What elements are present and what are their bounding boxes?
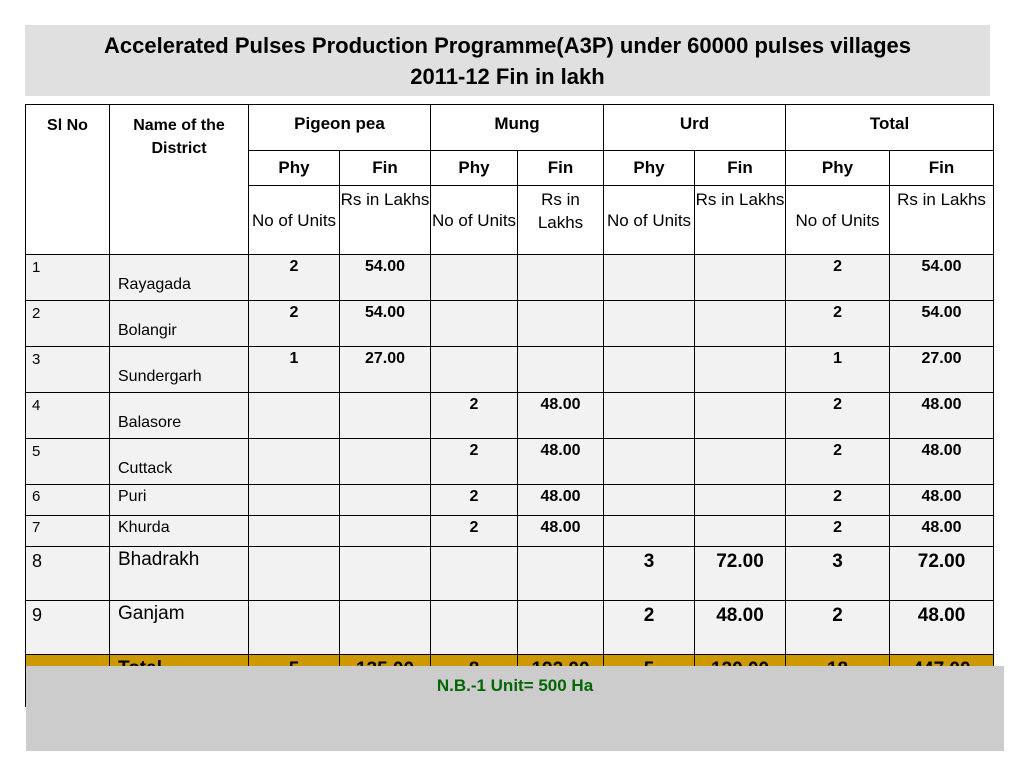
header-district: Name of the District [110, 105, 249, 255]
cell-mung-fin [518, 601, 604, 655]
cell-pp-fin: 54.00 [340, 301, 431, 347]
cell-urd-phy [604, 516, 695, 547]
cell-total-fin: 54.00 [890, 255, 994, 301]
table-row [26, 439, 994, 485]
unit-fin: Rs in Lakhs [518, 186, 604, 255]
cell-district: Khurda [110, 516, 249, 547]
cell-pp-phy [249, 439, 340, 485]
cell-sl: 6 [26, 485, 110, 516]
table-row [26, 601, 994, 655]
cell-urd-fin: 72.00 [695, 547, 786, 601]
cell-urd-fin: 48.00 [695, 601, 786, 655]
cell-total-fin: 27.00 [890, 347, 994, 393]
cell-urd-fin [695, 347, 786, 393]
cell-pp-fin [340, 516, 431, 547]
cell-total-fin: 48.00 [890, 485, 994, 516]
cell-total-phy: 2 [786, 485, 890, 516]
header-urd: Urd [604, 105, 786, 151]
cell-urd-fin [695, 301, 786, 347]
cell-sl: 8 [26, 547, 110, 601]
cell-mung-phy: 2 [431, 393, 518, 439]
group-header-row [26, 105, 994, 151]
header-fin: Fin [518, 151, 604, 186]
cell-sl: 7 [26, 516, 110, 547]
header-fin: Fin [890, 151, 994, 186]
cell-mung-phy [431, 255, 518, 301]
cell-pp-phy: 2 [249, 301, 340, 347]
cell-total-phy: 1 [786, 347, 890, 393]
header-mung: Mung [431, 105, 604, 151]
cell-mung-fin [518, 301, 604, 347]
cell-pp-phy [249, 516, 340, 547]
cell-total-phy: 3 [786, 547, 890, 601]
cell-mung-fin [518, 255, 604, 301]
table-row [26, 547, 994, 601]
cell-mung-fin: 48.00 [518, 485, 604, 516]
cell-sl: 9 [26, 601, 110, 655]
header-phy: Phy [786, 151, 890, 186]
cell-sl: 5 [26, 439, 110, 485]
cell-total-phy: 2 [786, 393, 890, 439]
cell-urd-phy [604, 301, 695, 347]
cell-sl: 2 [26, 301, 110, 347]
cell-mung-phy [431, 601, 518, 655]
cell-district: Puri [110, 485, 249, 516]
header-phy: Phy [604, 151, 695, 186]
pulses-table [25, 104, 994, 707]
cell-district: Rayagada [110, 255, 249, 301]
table-row [26, 301, 994, 347]
cell-pp-fin [340, 439, 431, 485]
note-text: N.B.-1 Unit= 500 Ha [436, 676, 594, 695]
cell-pp-phy [249, 485, 340, 516]
cell-mung-fin: 48.00 [518, 516, 604, 547]
note-panel [26, 666, 1004, 751]
cell-total-phy: 2 [786, 516, 890, 547]
cell-mung-phy: 2 [431, 439, 518, 485]
table-row [26, 393, 994, 439]
header-fin: Fin [695, 151, 786, 186]
header-sl-no: Sl No [26, 105, 110, 255]
unit-fin: Rs in Lakhs [890, 186, 994, 255]
cell-total-phy: 2 [786, 439, 890, 485]
cell-district: Balasore [110, 393, 249, 439]
cell-total-phy: 2 [786, 255, 890, 301]
cell-pp-phy [249, 393, 340, 439]
cell-pp-fin [340, 601, 431, 655]
unit-fin: Rs in Lakhs [695, 186, 786, 255]
header-fin: Fin [340, 151, 431, 186]
cell-mung-fin [518, 347, 604, 393]
unit-phy: No of Units [249, 186, 340, 255]
cell-urd-phy [604, 485, 695, 516]
cell-pp-fin: 54.00 [340, 255, 431, 301]
cell-district: Bolangir [110, 301, 249, 347]
cell-urd-phy [604, 393, 695, 439]
title-line-2: 2011-12 Fin in lakh [410, 63, 605, 89]
cell-mung-fin [518, 547, 604, 601]
cell-sl: 1 [26, 255, 110, 301]
table-row [26, 255, 994, 301]
cell-total-fin: 72.00 [890, 547, 994, 601]
cell-mung-phy: 2 [431, 516, 518, 547]
cell-sl: 3 [26, 347, 110, 393]
cell-district: Sundergarh [110, 347, 249, 393]
cell-district: Ganjam [110, 601, 249, 655]
cell-urd-phy: 2 [604, 601, 695, 655]
cell-pp-fin [340, 393, 431, 439]
title-line-1: Accelerated Pulses Production Programme(A3P) under 60000 pulses villages [104, 32, 911, 58]
cell-sl: 4 [26, 393, 110, 439]
cell-urd-phy: 3 [604, 547, 695, 601]
table-row [26, 347, 994, 393]
unit-fin: Rs in Lakhs [340, 186, 431, 255]
unit-phy: No of Units [604, 186, 695, 255]
cell-pp-fin [340, 485, 431, 516]
cell-urd-fin [695, 393, 786, 439]
header-phy: Phy [249, 151, 340, 186]
title-panel [25, 25, 990, 96]
cell-pp-phy [249, 601, 340, 655]
cell-mung-fin: 48.00 [518, 393, 604, 439]
cell-urd-fin [695, 485, 786, 516]
cell-district: Bhadrakh [110, 547, 249, 601]
cell-total-phy: 2 [786, 301, 890, 347]
cell-total-fin: 48.00 [890, 393, 994, 439]
table-row [26, 516, 994, 547]
cell-pp-fin [340, 547, 431, 601]
unit-phy: No of Units [431, 186, 518, 255]
cell-total-fin: 48.00 [890, 601, 994, 655]
cell-total-fin: 48.00 [890, 516, 994, 547]
cell-urd-fin [695, 516, 786, 547]
cell-mung-fin: 48.00 [518, 439, 604, 485]
cell-urd-phy [604, 255, 695, 301]
data-table-container [25, 104, 993, 707]
header-pigeon-pea: Pigeon pea [249, 105, 431, 151]
header-total: Total [786, 105, 994, 151]
cell-urd-fin [695, 255, 786, 301]
cell-mung-phy [431, 547, 518, 601]
cell-pp-phy: 2 [249, 255, 340, 301]
header-phy: Phy [431, 151, 518, 186]
cell-mung-phy: 2 [431, 485, 518, 516]
cell-mung-phy [431, 347, 518, 393]
cell-pp-phy: 1 [249, 347, 340, 393]
cell-pp-fin: 27.00 [340, 347, 431, 393]
cell-total-phy: 2 [786, 601, 890, 655]
cell-urd-phy [604, 439, 695, 485]
cell-urd-fin [695, 439, 786, 485]
table-row [26, 485, 994, 516]
unit-phy: No of Units [786, 186, 890, 255]
cell-total-fin: 48.00 [890, 439, 994, 485]
cell-district: Cuttack [110, 439, 249, 485]
cell-urd-phy [604, 347, 695, 393]
page-title [104, 30, 911, 92]
cell-total-fin: 54.00 [890, 301, 994, 347]
cell-mung-phy [431, 301, 518, 347]
cell-pp-phy [249, 547, 340, 601]
